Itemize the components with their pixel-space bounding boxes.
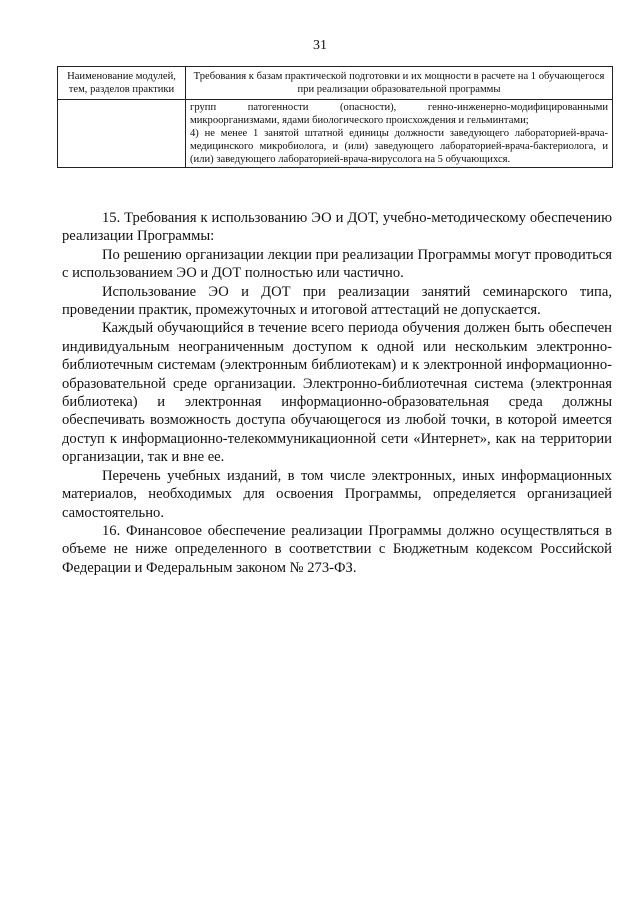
requirements-table: [57, 66, 613, 168]
paragraph: Каждый обучающийся в течение всего периода обучения должен быть обеспечен индивидуальным неограниченным доступом к одной или нескольким электронно-библиотечным системам (электронным библиотекам) и к электронной информационно-образовательной среде организации. Электронно-библиотечная система (электронная библиотека) и электронная информационно-образовательная среда должны обеспечивать возможность доступа обучающегося из любой точки, в которой имеется доступ к информационно-телекоммуникационной сети «Интернет», как на территории организации, так и вне ее.: [62, 320, 612, 466]
table-header-row: [58, 67, 613, 100]
paragraph: Перечень учебных изданий, в том числе электронных, иных информационных материалов, необходимых для освоения Программы, определяется организацией самостоятельно.: [62, 467, 612, 521]
table-cell-requirements: [186, 100, 613, 168]
table-header-requirements: Требования к базам практической подготовки и их мощности в расчете на 1 обучающегося при реализации образовательной программы: [186, 67, 613, 100]
table-cell-module: [58, 100, 186, 168]
paragraph: По решению организации лекции при реализации Программы могут проводиться с использованием ЭО и ДОТ полностью или частично.: [62, 246, 612, 282]
table-cell-line: 4) не менее 1 занятой штатной единицы должности заведующего лабораторией-врача-медицинского микробиолога, и (или) заведующего лабораторией-врача-бактериолога, и (или) заведующего лабораторией-врача-вирусолога на 5 обучающихся.: [190, 128, 608, 165]
page-number: 31: [313, 38, 327, 53]
table-header-modules: Наименование модулей, тем, разделов практики: [58, 67, 186, 100]
body-text: [62, 209, 612, 577]
table-row: [58, 100, 613, 168]
paragraph-section-15: 15. Требования к использованию ЭО и ДОТ, учебно-методическому обеспечению реализации Программы:: [62, 210, 612, 245]
paragraph: Использование ЭО и ДОТ при реализации занятий семинарского типа, проведении практик, промежуточных и итоговой аттестаций не допускается.: [62, 283, 612, 319]
paragraph-section-16: 16. Финансовое обеспечение реализации Программы должно осуществляться в объеме не ниже определенного в соответствии с Бюджетным кодексом Российской Федерации и Федеральным законом № 273-ФЗ.: [62, 522, 612, 576]
table-cell-line: групп патогенности (опасности), генно-инженерно-модифицированными микроорганизмами, ядами биологического происхождения и гельминтами;: [190, 102, 608, 126]
